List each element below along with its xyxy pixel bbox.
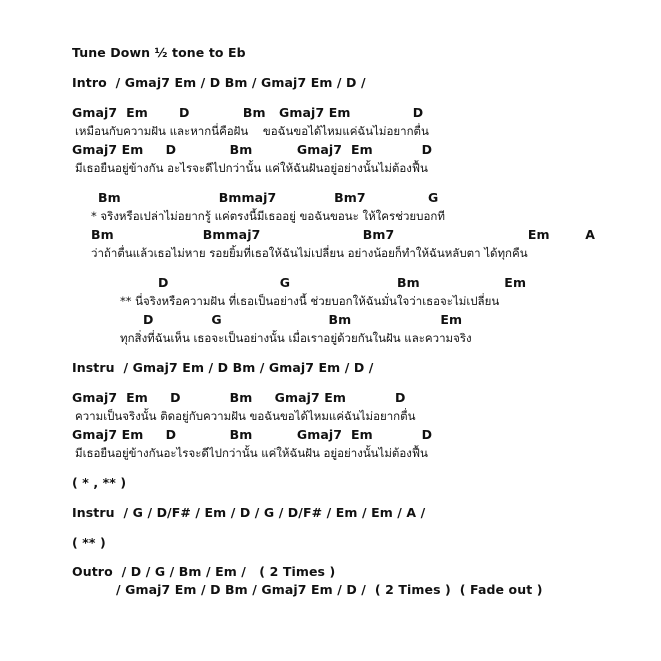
tuning-note: Tune Down ½ tone to Eb (72, 45, 246, 60)
outro-line: Outro / D / G / Bm / Em / ( 2 Times ) (72, 564, 336, 579)
lyric-line: ทุกสิ่งที่ฉันเห็น เธอจะเป็นอย่างนั้น เมื่อเราอยู่ด้วยกันในฝัน และความจริง (120, 331, 472, 345)
lyric-line: มีเธอยืนอยู่ข้างกัน อะไรจะดีไปกว่านั้น แค่ให้ฉันฝันอยู่อย่างนั้นไม่ต้องฟื้น (75, 161, 428, 175)
lyric-line: เหมือนกับความฝัน และหากนี่คือฝัน ขอฉันขอได้ไหมแค่ฉันไม่อยากตื่น (75, 124, 429, 138)
chord-line: Gmaj7 Em D Bm Gmaj7 Em D (72, 142, 433, 157)
chord-line: Bm Bmmaj7 Bm7 Em A (91, 227, 596, 242)
chord-line: Gmaj7 Em D Bm Gmaj7 Em D (72, 427, 433, 442)
chord-line: D G Bm Em (143, 312, 463, 327)
instrumental-line: Instru / Gmaj7 Em / D Bm / Gmaj7 Em / D / (72, 360, 374, 375)
lyric-line: ความเป็นจริงนั้น ติดอยู่กับความฝัน ขอฉันขอได้ไหมแค่ฉันไม่อยากตื่น (75, 409, 416, 423)
lyric-line: ** นี่จริงหรือความฝัน ที่เธอเป็นอย่างนี้ ช่วยบอกให้ฉันมั่นใจว่าเธอจะไม่เปลี่ยน (120, 294, 500, 308)
lyric-line: * จริงหรือเปล่าไม่อยากรู้ แค่ตรงนี้มีเธออยู่ ขอฉันขอนะ ให้ใครช่วยบอกที (91, 209, 445, 223)
chord-line: Gmaj7 Em D Bm Gmaj7 Em D (72, 105, 424, 120)
intro-line: Intro / Gmaj7 Em / D Bm / Gmaj7 Em / D / (72, 75, 366, 90)
chord-line: Bm Bmmaj7 Bm7 G (98, 190, 439, 205)
outro-line: / Gmaj7 Em / D Bm / Gmaj7 Em / D / ( 2 Times ) ( Fade out ) (116, 582, 543, 597)
instrumental-line: Instru / G / D/F# / Em / D / G / D/F# / Em / Em / A / (72, 505, 426, 520)
chord-line: Gmaj7 Em D Bm Gmaj7 Em D (72, 390, 406, 405)
lyric-line: มีเธอยืนอยู่ข้างกันอะไรจะดีไปกว่านั้น แค่ให้ฉันฝัน อยู่อย่างนั้นไม่ต้องฟื้น (75, 446, 428, 460)
repeat-note: ( ** ) (72, 535, 106, 550)
chord-line: D G Bm Em (158, 275, 527, 290)
repeat-note: ( * , ** ) (72, 475, 127, 490)
lyric-line: ว่าถ้าตื่นแล้วเธอไม่หาย รอยยิ้มที่เธอให้ฉันไม่เปลี่ยน อย่างน้อยก็ทำให้ฉันหลับตา ได้ทุกคืน (91, 246, 528, 260)
